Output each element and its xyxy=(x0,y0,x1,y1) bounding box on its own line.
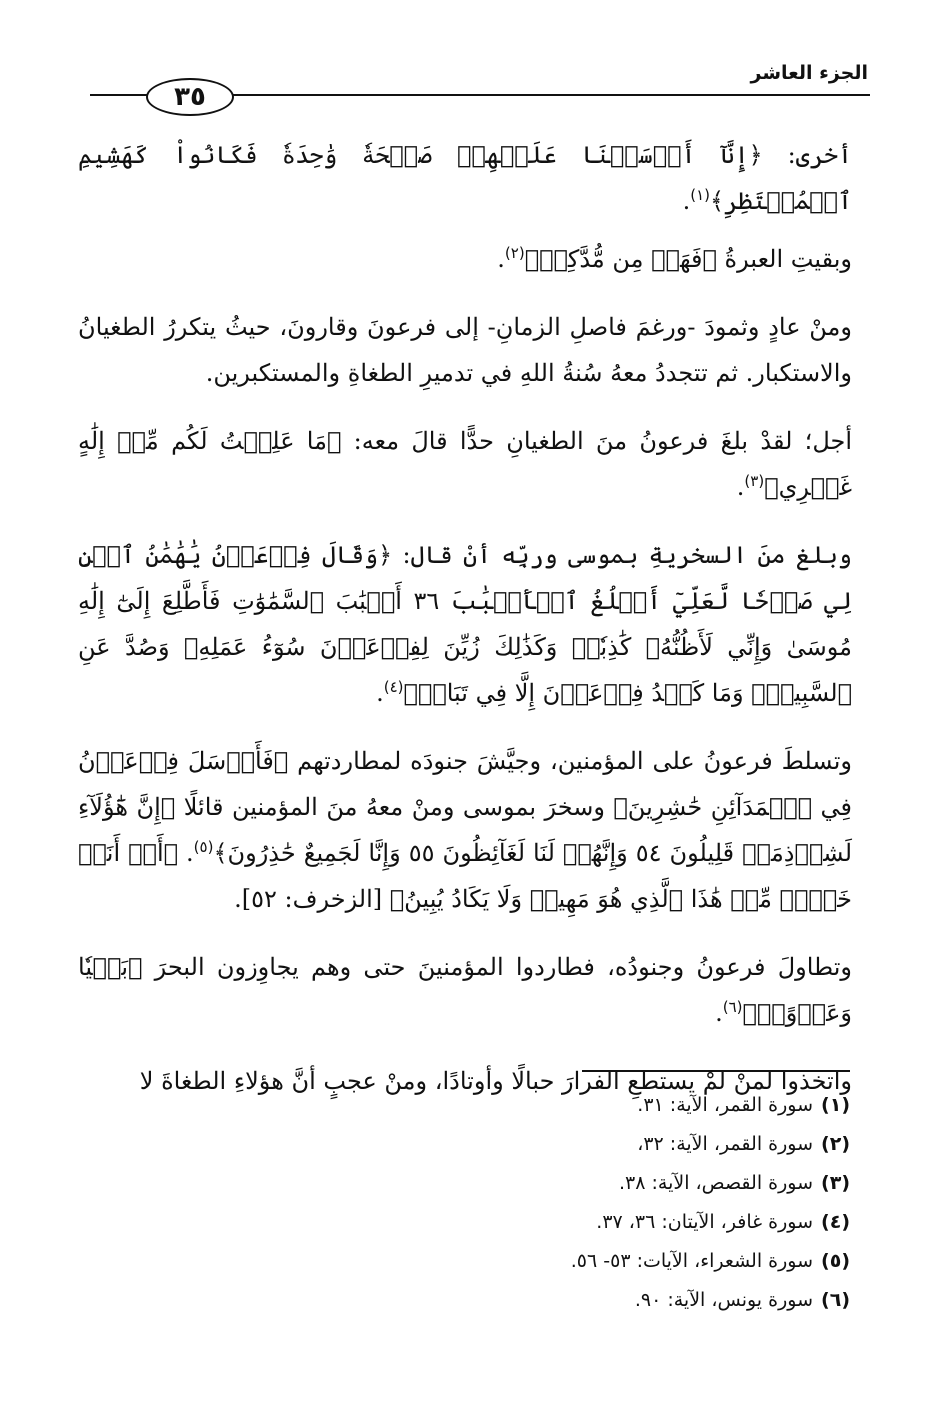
paragraph-text: . xyxy=(497,245,505,273)
paragraph-2 xyxy=(78,236,852,282)
paragraph-text: . xyxy=(376,679,384,707)
paragraph-8: واتخذوا لمنْ لمْ يستطعِ الفرارَ حبالًا وأوتادًا، ومنْ عجبٍ أنَّ هؤلاءِ الطغاةَ لا xyxy=(139,1067,852,1095)
paragraph-3: ومنْ عادٍ وثمودَ -ورغمَ فاصلِ الزمانِ- إلى فرعونَ وقارونَ، حيثُ يتكررُ الطغيانُ والاستكبار. ثم تتجددُ معهُ سُنةُ اللهِ في تدميرِ الطغاةِ والمستكبرين. xyxy=(78,313,852,387)
paragraph-text: . ﴿أَمۡ أَنَا۠ خَيۡرٞ مِّنۡ هَٰذَا ٱلَّذِي هُوَ مَهِينٞ وَلَا يَكَادُ يُبِينُ﴾ [الزخرف: ٥٢]. xyxy=(78,839,852,913)
paragraph-text: أخرى: ﴿إِنَّآ أَرۡسَلۡنَا عَلَيۡهِمۡ صَيۡحَةٗ وَٰحِدَةٗ فَكَانُواْ كَهَشِيمِ ٱلۡمُحۡتَظِرِ﴾ xyxy=(78,141,852,215)
footnote-ref-3: (٣) xyxy=(744,472,765,490)
footnote-number: (٣) xyxy=(821,1172,850,1194)
footnote-number: (٢) xyxy=(821,1133,850,1155)
paragraph-text: وتطاولَ فرعونُ وجنودُه، فطاردوا المؤمنينَ حتى وهم يجاوِزون البحرَ ﴿بَغۡيٗا وَعَدۡوًاۖ﴾ xyxy=(78,953,852,1027)
footnote-number: (١) xyxy=(821,1094,850,1116)
paragraph-text: . xyxy=(736,473,745,501)
footnote-text: سورة القمر، الآية: ٣٢، xyxy=(637,1133,814,1155)
footnote-number: (٤) xyxy=(821,1211,850,1233)
page-header xyxy=(80,58,870,118)
paragraph-5 xyxy=(78,532,852,716)
footnotes xyxy=(300,1086,850,1320)
paragraph-text: . xyxy=(682,187,691,215)
footnote-ref-5: (٥) xyxy=(193,838,214,856)
footnote-text: سورة يونس، الآية: ٩٠. xyxy=(634,1289,814,1311)
footnote-item xyxy=(300,1281,850,1320)
footnote-text: سورة القمر، الآية: ٣١. xyxy=(637,1094,814,1116)
footnote-item xyxy=(300,1242,850,1281)
paragraph-text: وتسلطَ فرعونُ على المؤمنين، وجيَّشَ جنودَه لمطاردتهم ﴿فَأَرۡسَلَ فِرۡعَوۡنُ فِي ٱلۡمَدَآئِنِ حَٰشِرِينَ﴾ وسخرَ بموسى ومنْ معهُ منَ المؤمنين قائلًا ﴿إِنَّ هَٰٓؤُلَآءِ لَشِرۡذِمَةٞ قَلِيلُونَ ٥٤ وَإِنَّهُمۡ لَنَا لَغَآئِظُونَ ٥٥ وَإِنَّا لَجَمِيعٌ حَٰذِرُونَ﴾ xyxy=(78,747,853,867)
main-text xyxy=(78,132,852,1116)
footnote-ref-4: (٤) xyxy=(383,678,404,696)
paragraph-text: . xyxy=(715,999,723,1027)
footnote-text: سورة غافر، الآيتان: ٣٦، ٣٧. xyxy=(596,1211,814,1233)
footnote-item xyxy=(300,1125,850,1164)
footnote-ref-2: (٢) xyxy=(504,244,525,262)
footnote-text: سورة الشعراء، الآيات: ٥٣- ٥٦. xyxy=(570,1250,814,1272)
footnote-text: سورة القصص، الآية: ٣٨. xyxy=(619,1172,814,1194)
footnote-separator xyxy=(582,1070,850,1072)
footnote-number: (٦) xyxy=(821,1289,850,1311)
footnote-ref-6: (٦) xyxy=(722,998,743,1016)
paragraph-text: أجل؛ لقدْ بلغَ فرعونُ منَ الطغيانِ حدًّا قالَ معه: ﴿مَا عَلِمۡتُ لَكُم مِّنۡ إِلَٰهٍ غَيۡرِي﴾ xyxy=(78,427,852,501)
footnote-item xyxy=(300,1086,850,1125)
paragraph-4 xyxy=(78,418,852,510)
paragraph-text: وبقيتِ العبرةُ ﴿فَهَلۡ مِن مُّدَّكِرٖ﴾ xyxy=(524,245,852,273)
paragraph-6 xyxy=(78,738,852,922)
footnote-item xyxy=(300,1203,850,1242)
paragraph-7 xyxy=(78,944,852,1036)
footnote-item xyxy=(300,1164,850,1203)
footnote-number: (٥) xyxy=(821,1250,850,1272)
running-title: الجزء العاشر xyxy=(750,62,868,84)
footnote-ref-1: (١) xyxy=(690,186,711,204)
paragraph-text: وبلغ منَ السخريةِ بموسى وربِّه أنْ قال: ﴿وَقَالَ فِرۡعَوۡنُ يَٰهَٰمَٰنُ ٱبۡنِ لِي صَرۡحٗا لَّعَلِّيٓ أَبۡلُغُ ٱلۡأَسۡبَٰبَ ٣٦ أَسۡبَٰبَ ٱلسَّمَٰوَٰتِ فَأَطَّلِعَ إِلَىٰٓ إِلَٰهِ مُوسَىٰ وَإِنِّي لَأَظُنُّهُۥ كَٰذِبٗاۚ وَكَذَٰلِكَ زُيِّنَ لِفِرۡعَوۡنَ سُوٓءُ عَمَلِهِۦ وَصُدَّ عَنِ ٱلسَّبِيلِۚ وَمَا كَيۡدُ فِرۡعَوۡنَ إِلَّا فِي تَبَابٖ﴾ xyxy=(78,541,852,707)
paragraph-1 xyxy=(78,132,852,224)
page-number: ٣٥ xyxy=(146,78,234,116)
